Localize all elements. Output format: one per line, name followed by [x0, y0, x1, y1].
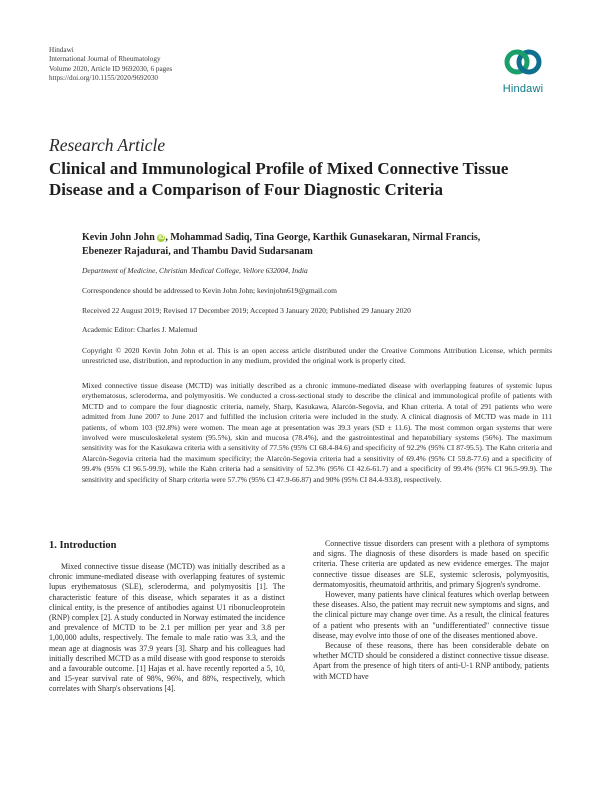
publication-dates: Received 22 August 2019; Revised 17 December 2019; Accepted 3 January 2020; Published 29 January 2020	[82, 306, 411, 315]
paragraph: Connective tissue disorders can present with a plethora of symptoms and signs. The diagnosis of these disorders is made based on specific criteria. These criteria are updated as new evidence emerges. The major connective tissue diseases are SLE, systemic sclerosis, polymyositis, dermatomyositis, rheumatoid arthritis, and primary Sjogren's syndrome.	[313, 539, 549, 589]
paragraph: However, many patients have clinical features which overlap between these diseases. Also, the patient may recruit new symptoms and signs, and the clinical picture may change over time. As a result, the clinical features of a patient who presents with an "undifferentiated" connective tissue disease, may evolve into those of one of the diseases mentioned above.	[313, 590, 549, 640]
orcid-icon[interactable]: iD	[158, 235, 165, 241]
paper-title: Clinical and Immunological Profile of Mixed Connective Tissue Disease and a Comparison of Four Diagnostic Criteria	[49, 159, 509, 199]
hindawi-logo-icon	[504, 42, 542, 82]
doi-link[interactable]: https://doi.org/10.1155/2020/9692030	[49, 74, 159, 83]
publisher-name: Hindawi	[49, 46, 74, 54]
logo-text: Hindawi	[502, 83, 544, 95]
affiliation: Department of Medicine, Christian Medical College, Vellore 632004, India	[82, 266, 308, 275]
copyright-notice: Copyright © 2020 Kevin John John et al. This is an open access article distributed under the Creative Commons Attribution License, which permits unrestricted use, distribution, and reproduction in any medium, provided the original work is properly cited.	[82, 346, 552, 365]
body-column-left	[49, 562, 285, 695]
journal-name: International Journal of Rheumatology	[49, 55, 161, 64]
author-list	[82, 231, 552, 259]
hindawi-logo	[497, 42, 549, 95]
correspondence: Correspondence should be addressed to Kevin John John; kevinjohn619@gmail.com	[82, 286, 337, 295]
publication-info	[49, 46, 172, 84]
article-type: Research Article	[49, 135, 166, 155]
paragraph: Because of these reasons, there has been considerable debate on whether MCTD should be considered a distinct connective tissue disease. Apart from the presence of high titers of anti-U-1 RNP antibody, patients with MCTD have	[313, 641, 549, 681]
abstract: Mixed connective tissue disease (MCTD) was initially described as a chronic immune-mediated disease with overlapping features of systemic lupus erythematosus, scleroderma, and polymyositis. We conducted a cross-sectional study to describe the clinical and immunological profile of patients with MCTD and to compare the four diagnostic criteria, namely, Sharp, Kasukawa, Alarcón-Segovia, and Khan criteria. A total of 291 patients who were admitted from June 2007 to June 2017 and fulfilled the inclusion criteria were included in the study. A clinical diagnosis of MCTD was made in 111 patients, of whom 103 (92.8%) were women. The mean age at presentation was 39.3 years (SD ± 11.6). The most common organ systems that were involved were musculoskeletal system (95.5%), skin and mucosa (78.4%), and the gastrointestinal and hepatobiliary systems (56%). The maximum sensitivity was for the Kasukawa criteria with a sensitivity of 77.5% (95% CI 68.4-84.6) and specificity of 92.2% (95% CI 87-95.5). The Kahn criteria and Alarcón-Segovia criteria had the maximum specificity; the Alarcón-Segovia criteria had a sensitivity of 69.4% (95% CI 59.8-77.6) and a specificity of 99.4% (95% CI 96.5-99.9), while the Kahn criteria had a sensitivity of 52.3% (95% CI 42.6-61.7) and a specificity of 99.4% (95% CI 96.5-99.9). The sensitivity and specificity of Sharp criteria were 57.7% (95% CI 47.9-66.87) and 90% (95% CI 84.4-93.8), respectively.	[82, 381, 552, 484]
volume-info: Volume 2020, Article ID 9692030, 6 pages	[49, 64, 173, 73]
paragraph: Mixed connective tissue disease (MCTD) was initially described as a chronic immune-mediated disease with overlapping features of systemic lupus erythematosus (SLE), scleroderma, and polymyositis [1]. The characteristic feature of this disease, which separates it as a distinct clinical entity, is the presence of antibodies against U1 ribonucleoprotein (RNP) complex [2]. A study conducted in Norway estimated the incidence and prevalence of MCTD to be 2.1 per million per year and 3.8 per 1,00,000 adults, respectively. The female to male ratio was 3.3, and the mean age at diagnosis was 37.9 years [3]. Sharp and his colleagues had initially described MCTD as a mild disease with good response to steroids and a favourable outcome. [1] Hajas et al. have recently reported a 5, 10, and 15-year survival rate of 98%, 96%, and 88%, respectively, which correlates with Sharp's observations [4].	[49, 562, 285, 694]
body-column-right	[313, 539, 549, 682]
authors-line2: Ebenezer Rajadurai, and Thambu David Sudarsanam	[82, 246, 313, 257]
section-heading-introduction: 1. Introduction	[49, 540, 117, 551]
academic-editor: Academic Editor: Charles J. Malemud	[82, 325, 198, 334]
first-author: Kevin John John	[82, 232, 155, 243]
authors-line1-rest: , Mohammad Sadiq, Tina George, Karthik Gunasekaran, Nirmal Francis,	[165, 232, 481, 243]
